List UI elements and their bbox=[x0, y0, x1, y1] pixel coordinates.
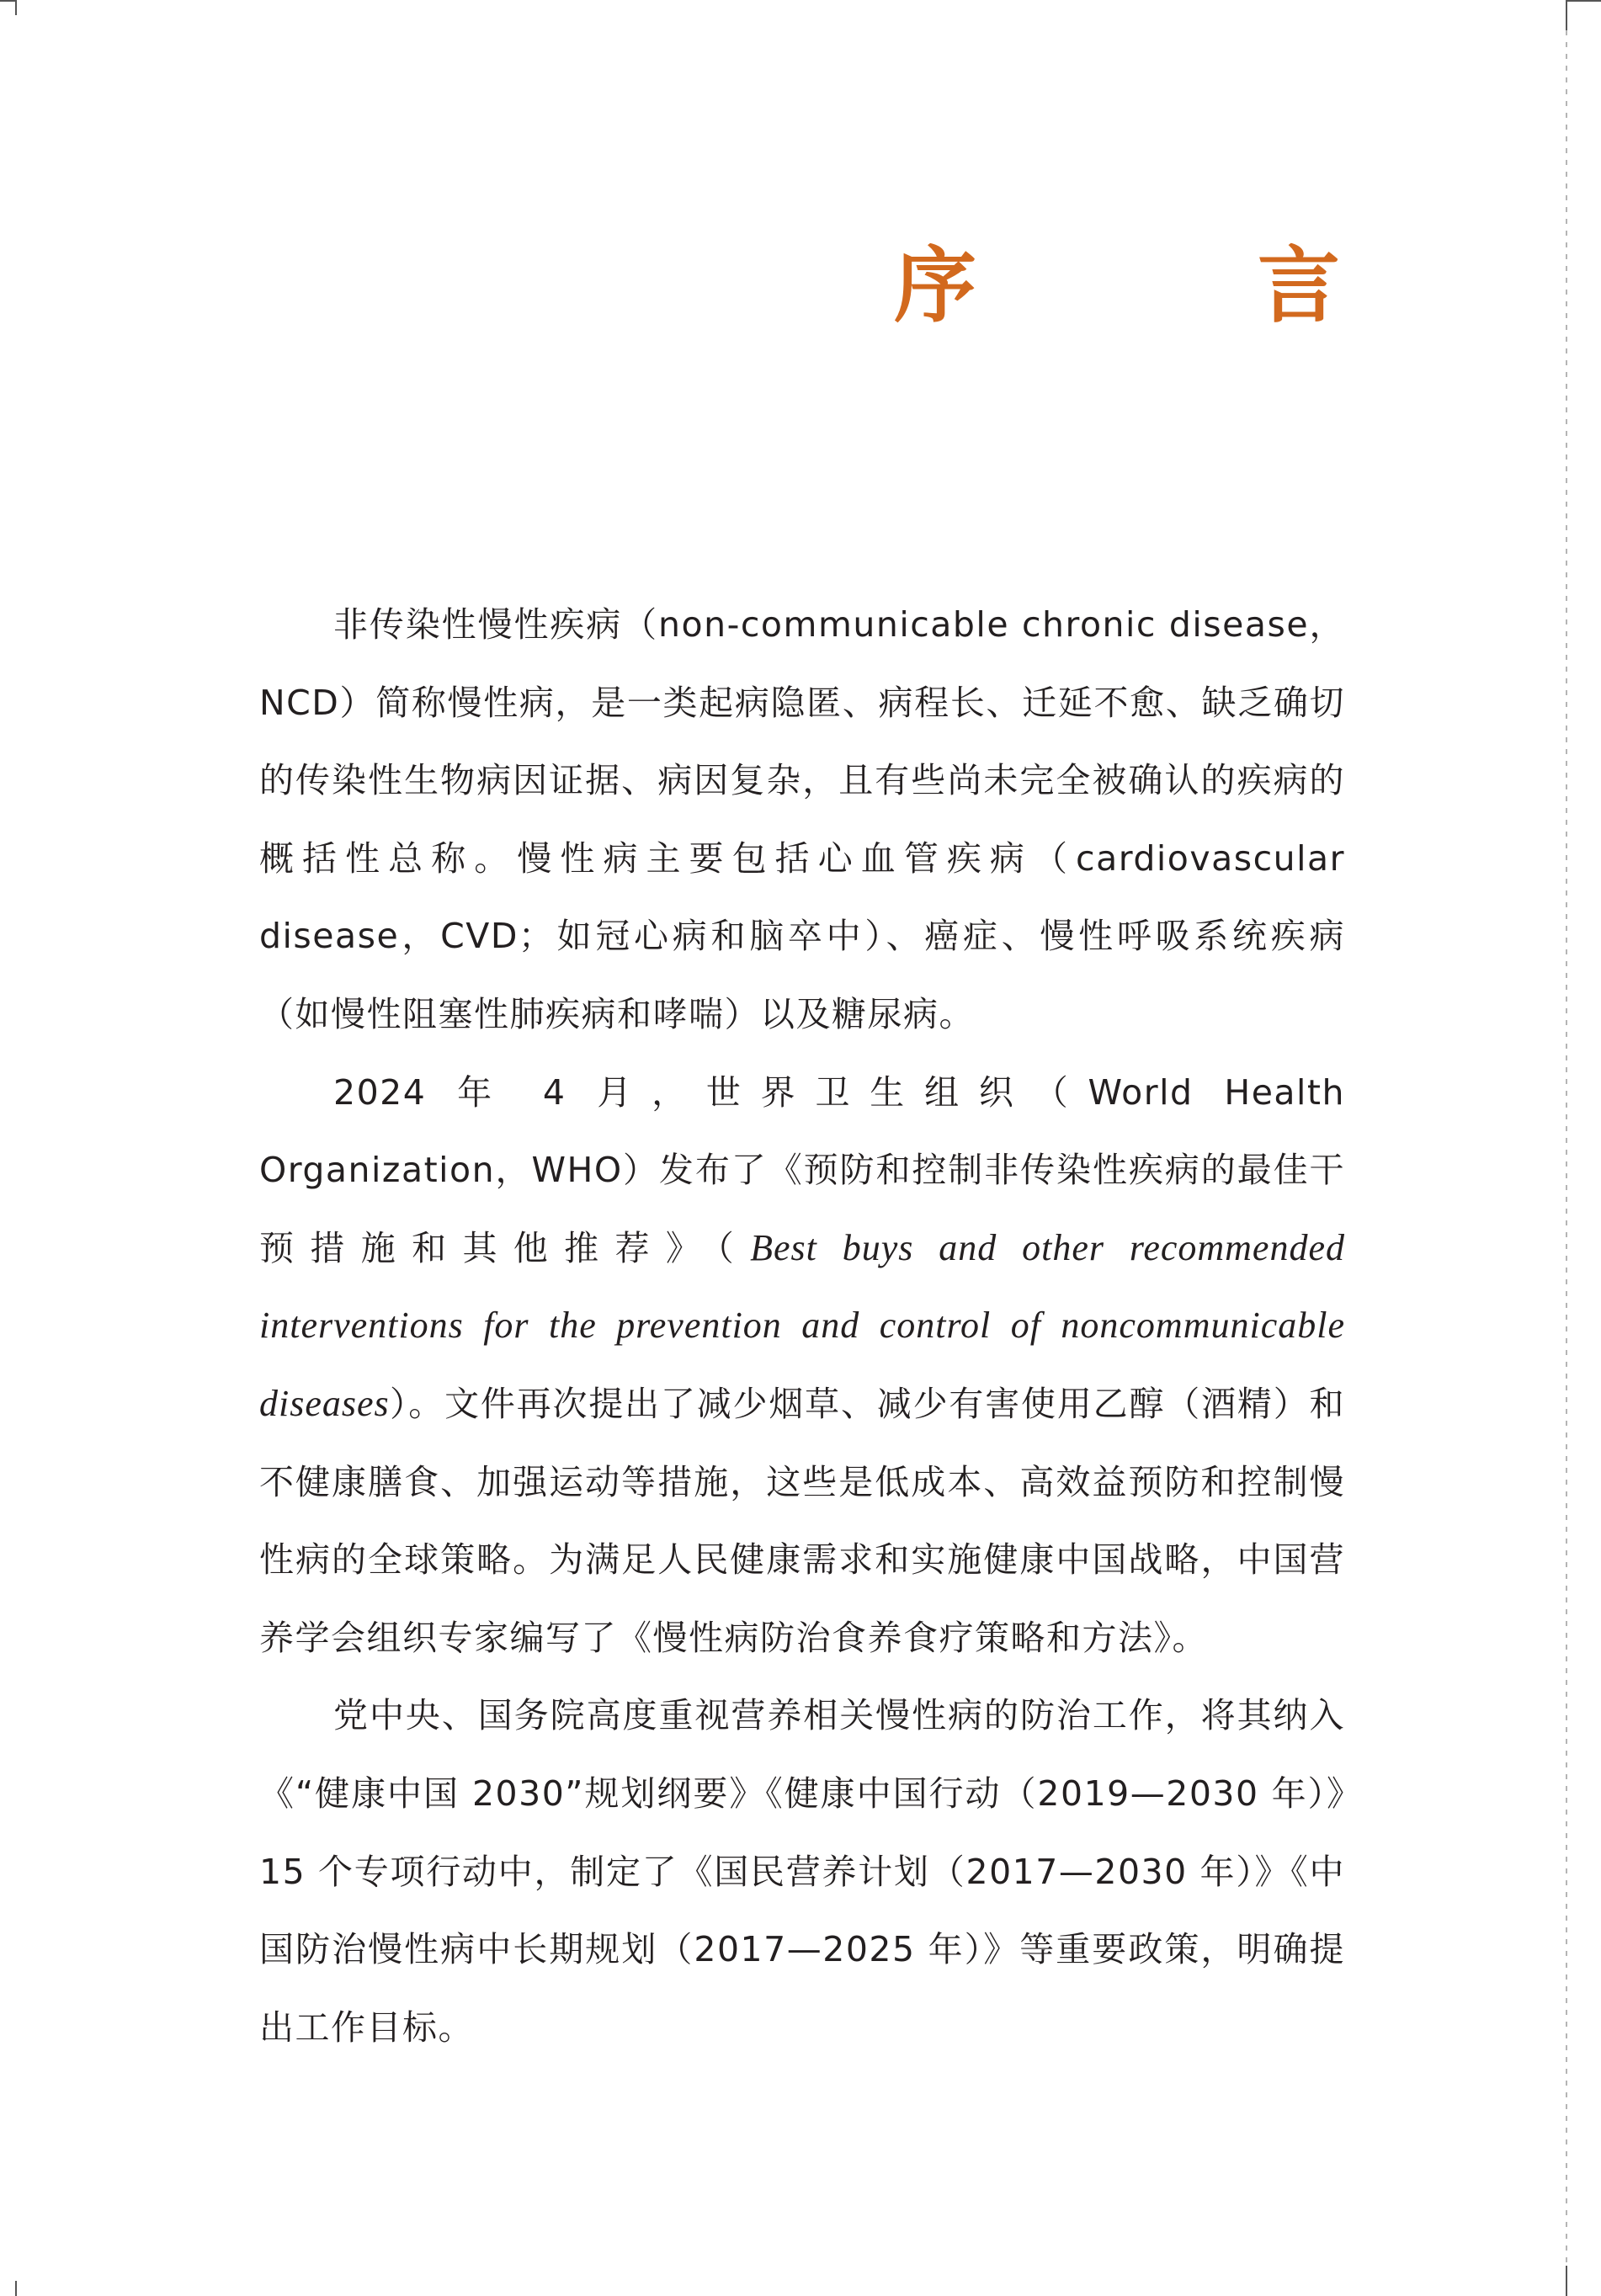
crop-mark bbox=[15, 2281, 17, 2296]
page-title: 序 言 bbox=[893, 238, 1439, 334]
crop-mark bbox=[1567, 0, 1601, 2]
crop-mark bbox=[1566, 2266, 1567, 2296]
paragraph-text: 2024 年 4 月，世界卫生组织（World Health Organization，WHO）发布了《预防和控制非传染性疾病的最佳干预措施和其他推荐》（ bbox=[259, 1071, 1345, 1268]
page-edge-perforation bbox=[1566, 30, 1567, 2266]
preface-body bbox=[259, 586, 1345, 2066]
crop-mark bbox=[0, 0, 15, 2]
paragraph-text: ）。文件再次提出了减少烟草、减少有害使用乙醇（酒精）和不健康膳食、加强运动等措施，这些是低成本、高效益预防和控制慢性病的全球策略。为满足人民健康需求和实施健康中国战略，中国营养学会组织专家编写了《慢性病防治食养食疗策略和方法》。 bbox=[259, 1383, 1345, 1658]
paragraph-who-report bbox=[259, 1054, 1345, 1677]
report-title-italic: Best buys and other recommended interventions for the prevention and control of noncommunicable diseases bbox=[259, 1226, 1345, 1424]
paragraph-policy: 党中央、国务院高度重视营养相关慢性病的防治工作，将其纳入《“健康中国 2030”规划纲要》《健康中国行动（2019—2030 年）》15 个专项行动中，制定了《国民营养计划（2017—2030 年）》《中国防治慢性病中长期规划（2017—2025 年）》等重要政策，明确提出工作目标。 bbox=[259, 1695, 1345, 2048]
paragraph-ncd-definition: 非传染性慢性疾病（non-communicable chronic disease，NCD）简称慢性病，是一类起病隐匿、病程长、迁延不愈、缺乏确切的传染性生物病因证据、病因复杂，且有些尚未完全被确认的疾病的概括性总称。慢性病主要包括心血管疾病（cardiovascular disease，CVD；如冠心病和脑卒中）、癌症、慢性呼吸系统疾病（如慢性阻塞性肺疾病和哮喘）以及糖尿病。 bbox=[259, 604, 1345, 1034]
crop-mark bbox=[1566, 0, 1567, 30]
crop-mark bbox=[15, 0, 17, 15]
